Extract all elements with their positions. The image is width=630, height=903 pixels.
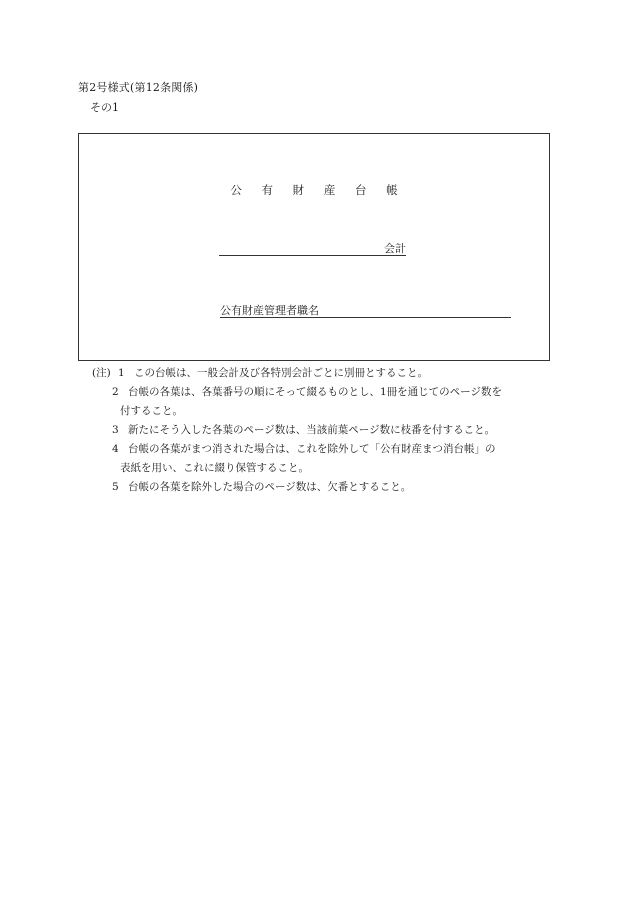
note-continuation: 付すること。	[120, 405, 183, 417]
note-text: 台帳の各葉を除外した場合のページ数は、欠番とすること。	[128, 481, 412, 493]
form-number: 第2号様式(第12条関係)	[78, 81, 199, 94]
manager-title-line	[220, 303, 511, 318]
note-text: 台帳の各葉は、各葉番号の順にそって綴るものとし、1冊を通じてのページ数を	[128, 386, 502, 398]
title-char: 公	[230, 183, 242, 197]
form-sub-number: その1	[90, 101, 119, 114]
note-number: 2	[112, 386, 119, 398]
title-char: 財	[292, 183, 305, 197]
manager-label: 公有財産管理者職名	[220, 304, 319, 317]
note-text: この台帳は、一般会計及び各特別会計ごとに別冊とすること。	[134, 367, 428, 379]
note-item	[92, 440, 562, 459]
notes-prefix: (注)	[92, 367, 111, 379]
note-text: 新たにそう入した各葉のページ数は、当該前葉ページ数に枝番を付すること。	[128, 424, 496, 436]
note-number: 5	[112, 481, 119, 493]
note-number: 4	[112, 443, 119, 455]
note-number: 3	[112, 424, 119, 436]
note-number: 1	[118, 367, 125, 379]
ledger-cover-box	[78, 133, 550, 361]
note-item	[92, 383, 562, 402]
note-item	[92, 421, 562, 440]
note-item	[92, 478, 562, 497]
title-char: 産	[323, 183, 336, 197]
title-char: 台	[354, 183, 367, 197]
note-continuation: 表紙を用い、これに綴り保管すること。	[120, 462, 309, 474]
account-name-line	[219, 241, 406, 256]
note-text: 台帳の各葉がまつ消された場合は、これを除外して「公有財産まつ消台帳」の	[128, 443, 496, 455]
notes-section	[92, 364, 562, 497]
title-char: 帳	[386, 183, 398, 197]
account-label: 会計	[384, 242, 406, 255]
ledger-title	[79, 182, 549, 198]
title-char: 有	[261, 183, 274, 197]
note-item	[92, 364, 562, 383]
